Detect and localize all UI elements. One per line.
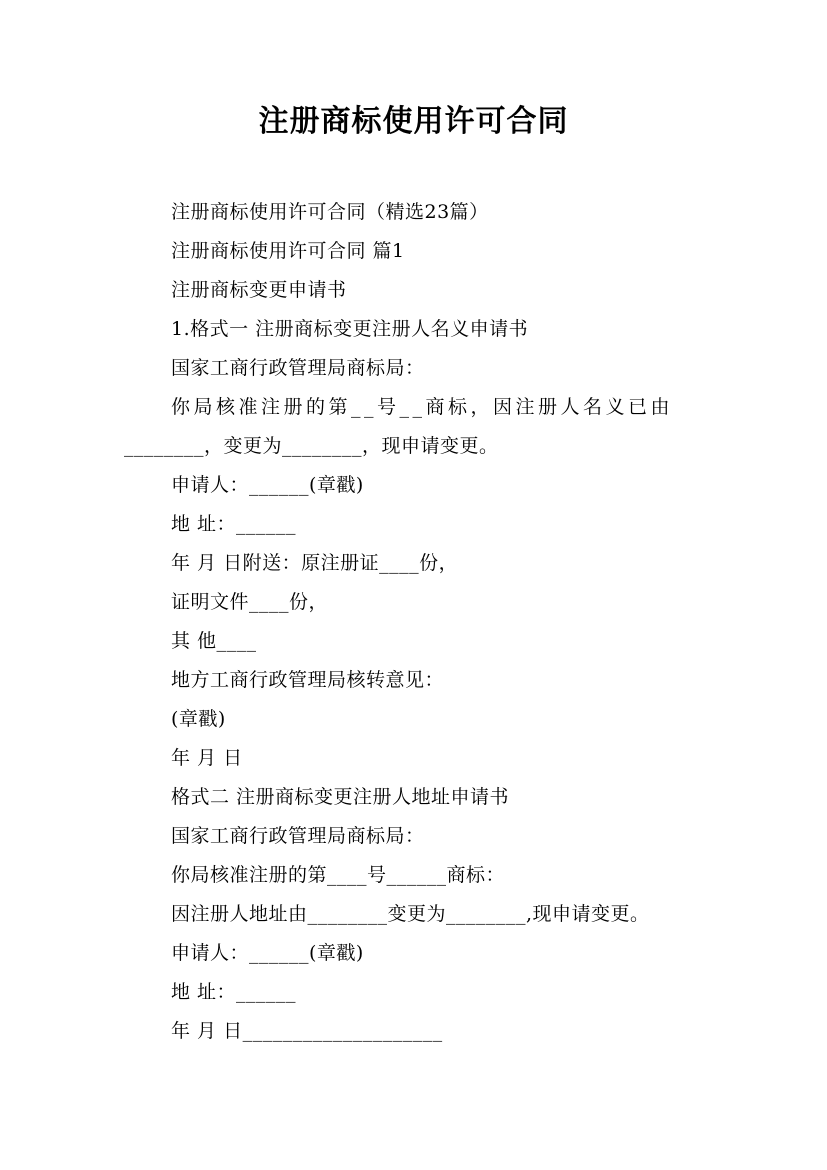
paragraph-line: 年 月 日附送：原注册证____份， (171, 552, 459, 574)
document-title: 注册商标使用许可合同 (258, 104, 569, 139)
paragraph-line: 地方工商行政管理局核转意见： (171, 669, 445, 691)
paragraph-line: (章戳) (171, 708, 226, 730)
paragraph-line: 1.格式一 注册商标变更注册人名义申请书 (171, 318, 529, 340)
paragraph-line: 注册商标变更申请书 (171, 279, 347, 301)
paragraph-line: 国家工商行政管理局商标局： (171, 357, 425, 379)
paragraph-line: ________，变更为________，现申请变更。 (124, 435, 499, 457)
paragraph-line: 地 址：______ (171, 513, 297, 535)
paragraph-line: 格式二 注册商标变更注册人地址申请书 (171, 786, 510, 808)
paragraph-line: 你局核准注册的第____号______商标： (171, 864, 506, 886)
section-heading: 注册商标使用许可合同 篇1 (171, 240, 405, 262)
paragraph-line: 你局核准注册的第__号__商标，因注册人名义已由 (171, 396, 674, 418)
paragraph-line: 证明文件____份， (171, 591, 329, 613)
subtitle-line: 注册商标使用许可合同（精选23篇） (171, 201, 489, 223)
paragraph-line: 因注册人地址由________变更为________,现申请变更。 (171, 903, 650, 925)
paragraph-line: 年 月 日____________________ (171, 1020, 443, 1042)
paragraph-line: 申请人：______(章戳) (171, 942, 364, 964)
paragraph-line: 国家工商行政管理局商标局： (171, 825, 425, 847)
paragraph-line: 地 址：______ (171, 981, 297, 1003)
paragraph-line: 申请人：______(章戳) (171, 474, 364, 496)
paragraph-line: 年 月 日 (171, 747, 243, 769)
paragraph-line: 其 他____ (171, 630, 257, 652)
